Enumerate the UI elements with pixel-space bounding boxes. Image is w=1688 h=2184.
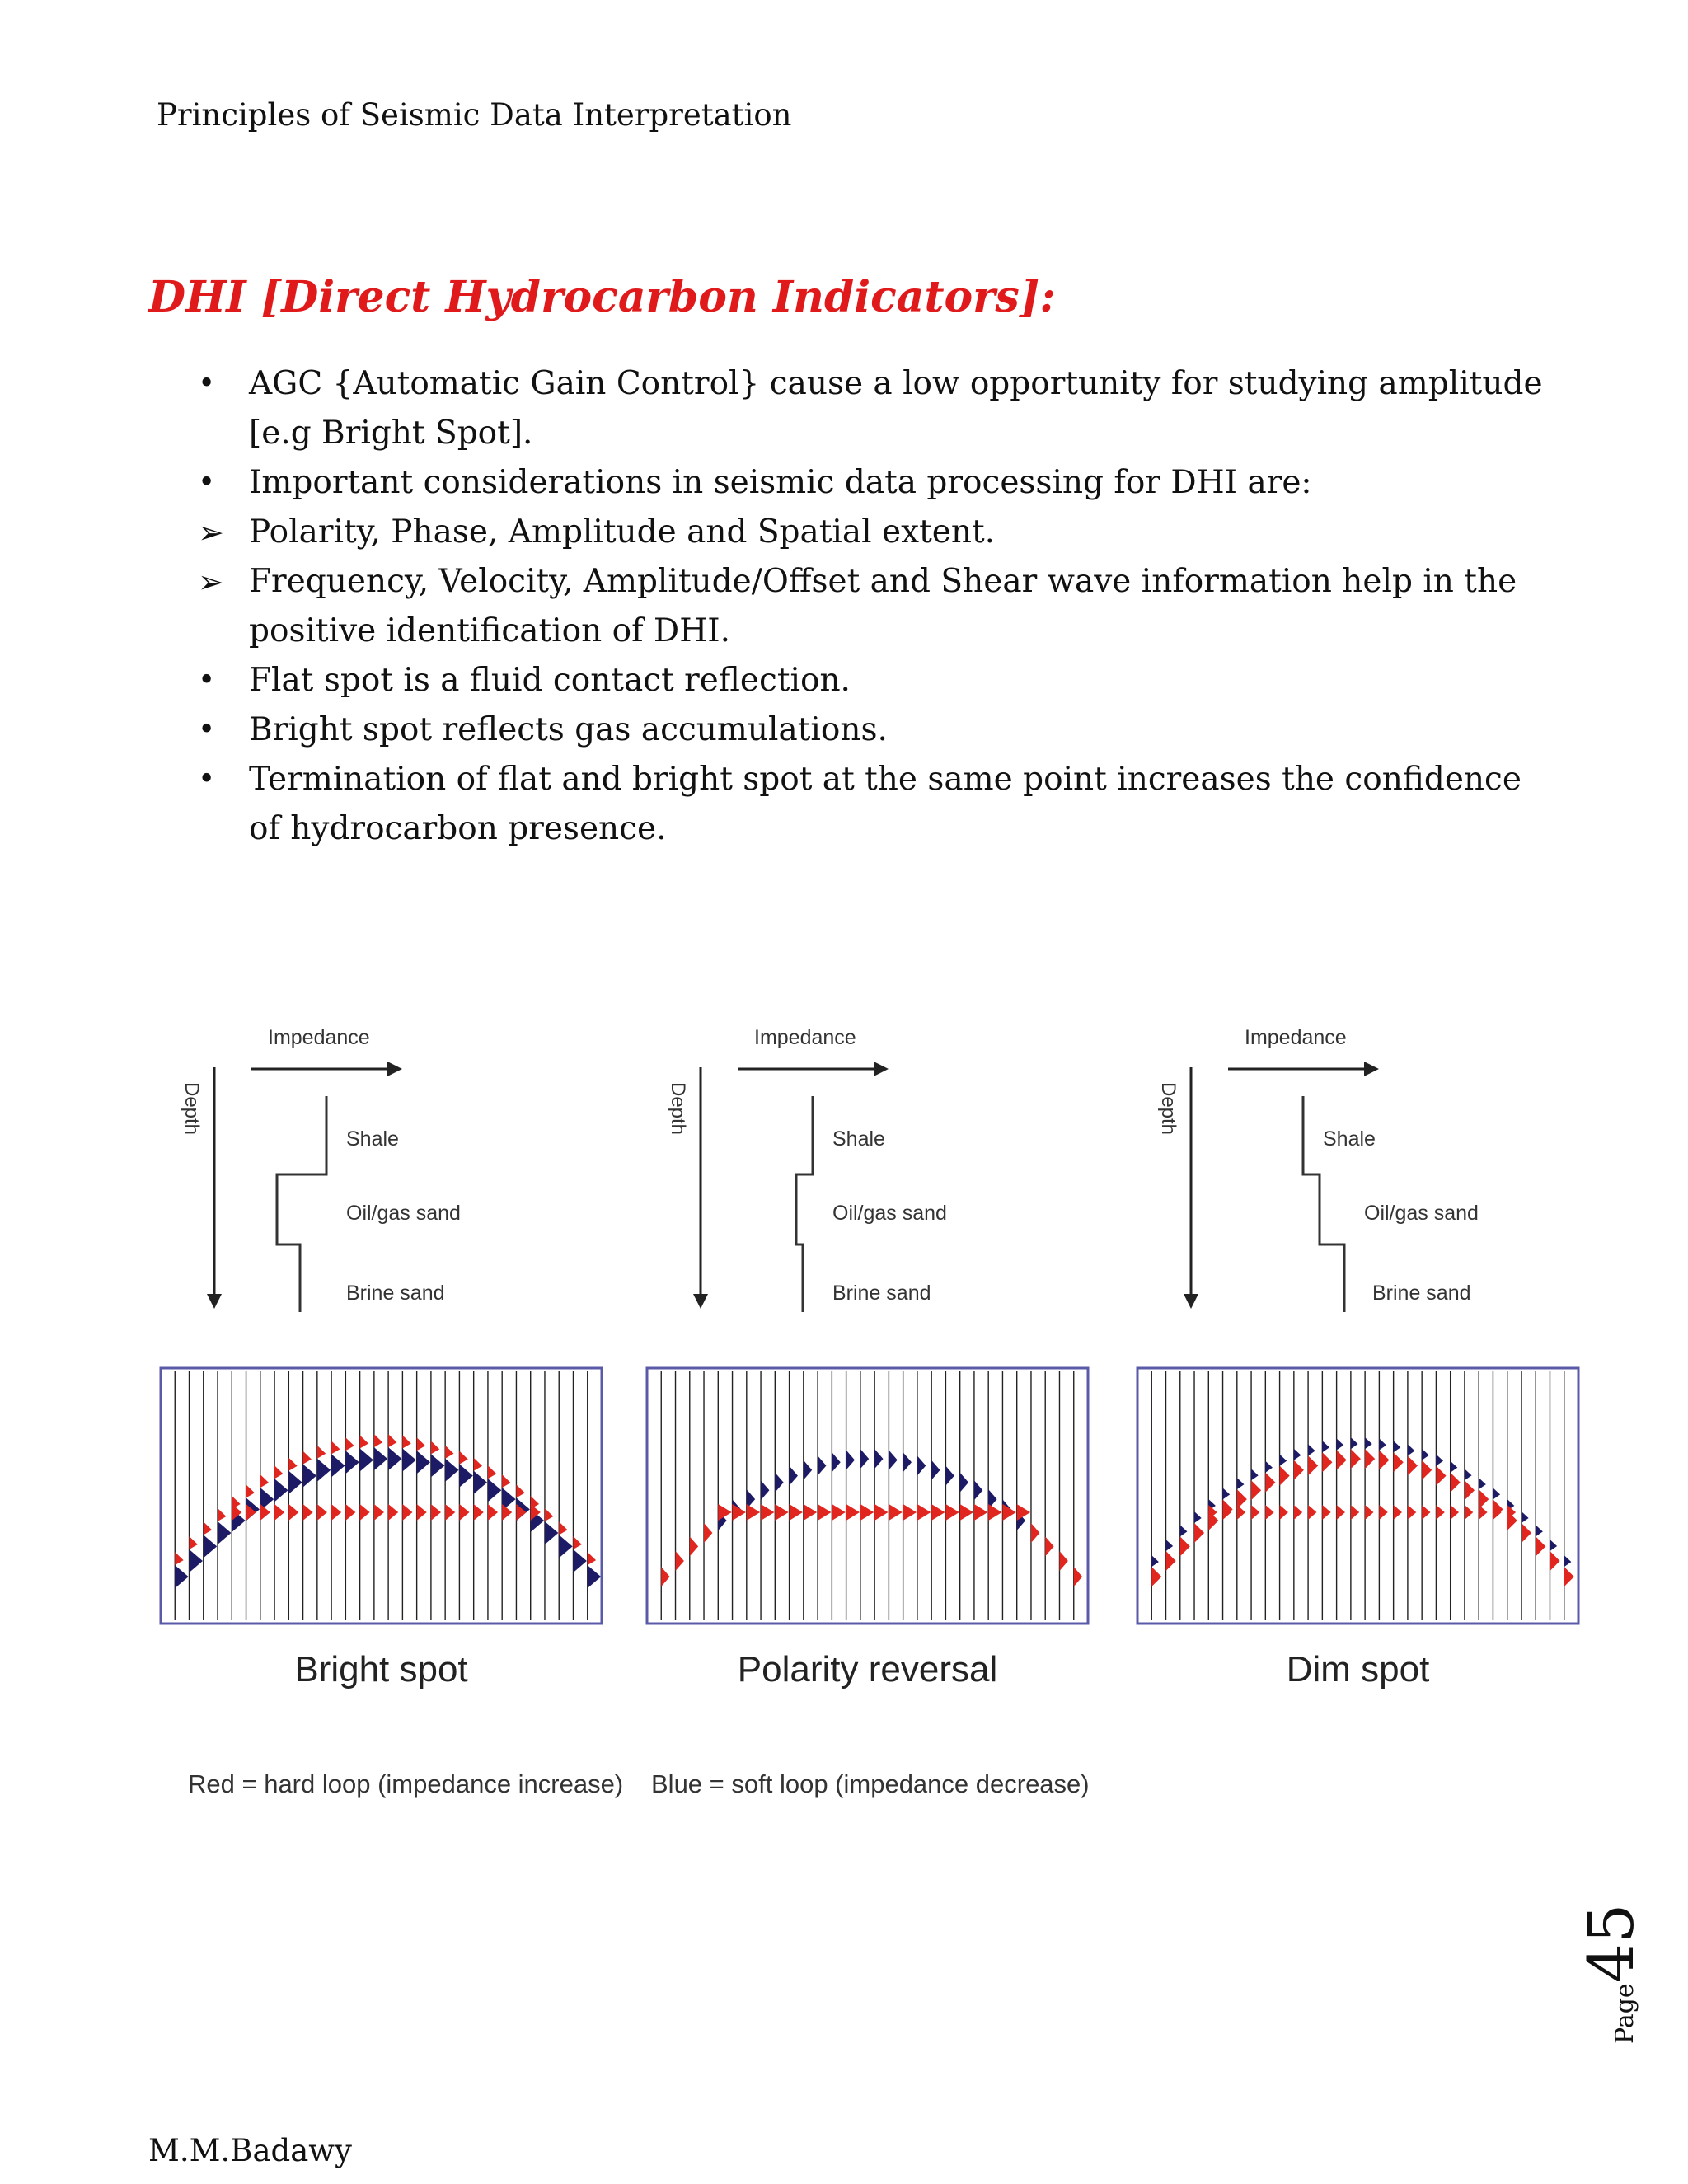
arrow-marker: ➢	[198, 564, 224, 600]
impedance-arrowhead	[874, 1062, 889, 1076]
depth-arrowhead	[207, 1294, 222, 1309]
page-number	[1566, 1903, 1673, 2052]
impedance-arrowhead	[387, 1062, 402, 1076]
layer-label-brine-sand: Brine sand	[832, 1282, 931, 1305]
layer-label-shale: Shale	[1323, 1127, 1376, 1151]
footer-author: M.M.Badawy	[148, 2133, 352, 2168]
impedance-log	[277, 1096, 326, 1312]
bullet-item	[198, 458, 1550, 508]
impedance-label: Impedance	[268, 1026, 370, 1049]
depth-label: Depth	[181, 1081, 203, 1136]
layer-label-brine-sand: Brine sand	[1372, 1282, 1471, 1305]
bullet-marker: •	[198, 762, 216, 796]
depth-arrowhead	[1184, 1294, 1198, 1309]
seismic-section-frame	[161, 1368, 602, 1624]
bullet-marker: •	[198, 713, 216, 747]
depth-arrowhead	[693, 1294, 708, 1309]
bullet-list	[198, 359, 1550, 854]
legend-blue-text: Blue = soft loop (impedance decrease)	[651, 1769, 1090, 1798]
arrow-item	[198, 508, 1550, 557]
impedance-label: Impedance	[1245, 1026, 1347, 1049]
panel-bright	[161, 1026, 602, 1690]
bullet-text: Bright spot reflects gas accumulations.	[249, 711, 888, 748]
dhi-figure	[148, 1014, 1599, 1805]
impedance-label: Impedance	[754, 1026, 856, 1049]
bullet-text: Frequency, Velocity, Amplitude/Offset and Shear wave information help in the positive identification of DHI.	[249, 563, 1517, 649]
legend-red-text: Red = hard loop (impedance increase)	[188, 1769, 624, 1798]
layer-label-shale: Shale	[832, 1127, 885, 1151]
layer-label-oil-gas-sand: Oil/gas sand	[346, 1202, 461, 1225]
arrow-item	[198, 557, 1550, 656]
bullet-text: Polarity, Phase, Amplitude and Spatial extent.	[249, 513, 996, 551]
impedance-log	[796, 1096, 813, 1312]
seismic-section-frame	[647, 1368, 1088, 1624]
panel-reversal	[647, 1026, 1088, 1690]
bullet-marker: •	[198, 466, 216, 499]
layer-label-oil-gas-sand: Oil/gas sand	[832, 1202, 947, 1225]
bullet-item	[198, 705, 1550, 755]
panel-caption: Dim spot	[1286, 1649, 1430, 1690]
bullet-item	[198, 359, 1550, 458]
depth-label: Depth	[667, 1081, 689, 1136]
depth-label: Depth	[1157, 1081, 1179, 1136]
bullet-marker: •	[198, 367, 216, 401]
page-label: Page	[1611, 1983, 1639, 2044]
bullet-text: AGC {Automatic Gain Control} cause a low opportunity for studying amplitude [e.g Bright Spot].	[249, 365, 1543, 452]
dhi-figure-svg	[148, 1014, 1599, 1805]
seismic-section-frame	[1137, 1368, 1578, 1624]
bullet-text: Important considerations in seismic data processing for DHI are:	[249, 464, 1312, 501]
layer-label-shale: Shale	[346, 1127, 399, 1151]
layer-label-brine-sand: Brine sand	[346, 1282, 445, 1305]
bullet-marker: •	[198, 663, 216, 697]
impedance-arrowhead	[1364, 1062, 1379, 1076]
layer-label-oil-gas-sand: Oil/gas sand	[1364, 1202, 1479, 1225]
panel-caption: Bright spot	[294, 1649, 468, 1690]
section-title: DHI [Direct Hydrocarbon Indicators]:	[148, 272, 1056, 322]
bullet-item	[198, 656, 1550, 705]
bullet-text: Flat spot is a fluid contact reflection.	[249, 662, 851, 699]
page-number-value: 45	[1574, 1903, 1648, 1984]
arrow-marker: ➢	[198, 514, 224, 551]
running-header: Principles of Seismic Data Interpretation	[157, 97, 792, 133]
bullet-item	[198, 755, 1550, 854]
panel-caption: Polarity reversal	[737, 1649, 998, 1690]
panel-dim	[1137, 1026, 1578, 1690]
bullet-text: Termination of flat and bright spot at the same point increases the confidence of hydrocarbon presence.	[249, 761, 1522, 847]
